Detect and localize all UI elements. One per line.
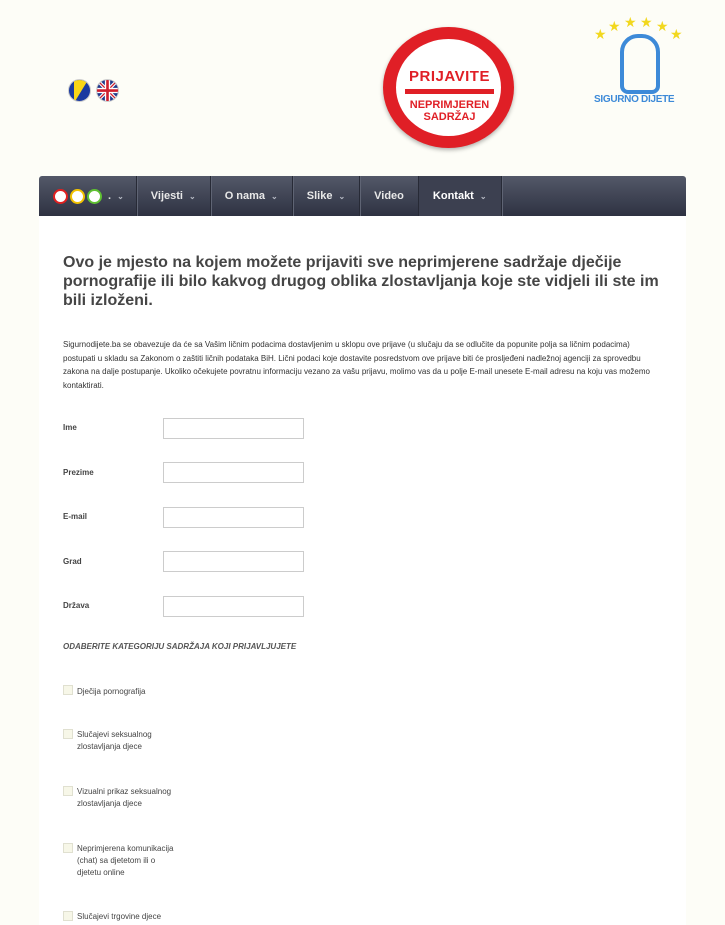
category-checkbox[interactable] (63, 685, 73, 695)
report-badge[interactable] (383, 27, 514, 148)
nav-home[interactable]: . ⌄ (39, 176, 137, 216)
nav-item-o-nama[interactable]: O nama ⌄ (211, 176, 293, 216)
chevron-down-icon: ⌄ (117, 191, 124, 201)
category-label: Slučajevi trgovine djece (77, 912, 162, 921)
traffic-dots-icon (53, 189, 102, 204)
chevron-down-icon: ⌄ (479, 191, 487, 201)
privacy-notice: Sigurnodijete.ba se obavezuje da će sa Vašim ličnim podacima dostavljenim u sklopu ove prijave (u slučaju da se odlučite da popunite polja sa ličnim podacima) postupati u skladu sa Zakonom o zaštiti ličnih podataka BiH. Lični podaci koje dostavite posredstvom ove prijave biti će prosljeđeni nadležnoj agenciji za sprovedbu zakona na dalje postupanje. Ukoliko očekujete povratnu informaciju vezano za vašu prijavu, molimo vas da u polje E-mail unesete E-mail adresu na koju vas možemo kontaktirati. (63, 340, 650, 390)
language-switcher (68, 79, 119, 102)
category-checkbox[interactable] (63, 911, 73, 921)
city-input[interactable] (163, 551, 304, 572)
last-name-input[interactable] (163, 462, 304, 483)
category-checkbox[interactable] (63, 729, 73, 739)
category-label: Neprimjerena komunikacija (chat) sa djetetom ili o djetetu online (77, 844, 174, 877)
nav-item-vijesti[interactable]: Vijesti ⌄ (137, 176, 211, 216)
logo-brand-text: SIGURNO DIJETE (594, 94, 675, 105)
uk-flag-icon[interactable] (96, 79, 119, 102)
bosnia-flag-icon[interactable] (68, 79, 91, 102)
field-label-prezime: Prezime (63, 468, 94, 477)
category-label: Slučajevi seksualnog zlostavljanja djece (77, 730, 152, 751)
field-label-email: E-mail (63, 512, 88, 521)
main-navigation (39, 176, 686, 216)
category-checkbox[interactable] (63, 786, 73, 796)
page-title: Ovo je mjesto na kojem možete prijaviti sve neprimjerene sadržaje dječije pornografije ili bilo kakvog drugog oblika zlostavljanja koje ste vidjeli ili ste im bili izloženi. (63, 254, 659, 309)
chevron-down-icon: ⌄ (338, 191, 346, 201)
field-label-grad: Grad (63, 557, 82, 566)
email-input[interactable] (163, 507, 304, 528)
field-label-drzava: Država (63, 601, 90, 610)
category-heading: ODABERITE KATEGORIJU SADRŽAJA KOJI PRIJAVLJUJETE (63, 642, 297, 651)
nav-item-video[interactable]: Video (360, 176, 419, 216)
nav-item-kontakt[interactable]: Kontakt ⌄ (419, 176, 502, 216)
stars-icon: ★ ★ ★ ★ ★ ★ (594, 14, 683, 42)
field-label-ime: Ime (63, 423, 77, 432)
badge-title: PRIJAVITE (409, 68, 490, 85)
category-checkbox[interactable] (63, 843, 73, 853)
tooth-icon (620, 34, 660, 94)
category-label: Vizualni prikaz seksualnog zlostavljanja djece (77, 787, 172, 808)
main-content (39, 216, 686, 925)
chevron-down-icon: ⌄ (271, 191, 278, 201)
sigurno-dijete-logo[interactable] (590, 14, 686, 114)
nav-item-slike[interactable]: Slike ⌄ (293, 176, 360, 216)
country-input[interactable] (163, 596, 304, 617)
category-label: Dječija pornografija (77, 687, 146, 696)
badge-subtitle: NEPRIMJEREN SADRŽAJ (409, 99, 490, 123)
first-name-input[interactable] (163, 418, 304, 439)
chevron-down-icon: ⌄ (188, 191, 196, 201)
